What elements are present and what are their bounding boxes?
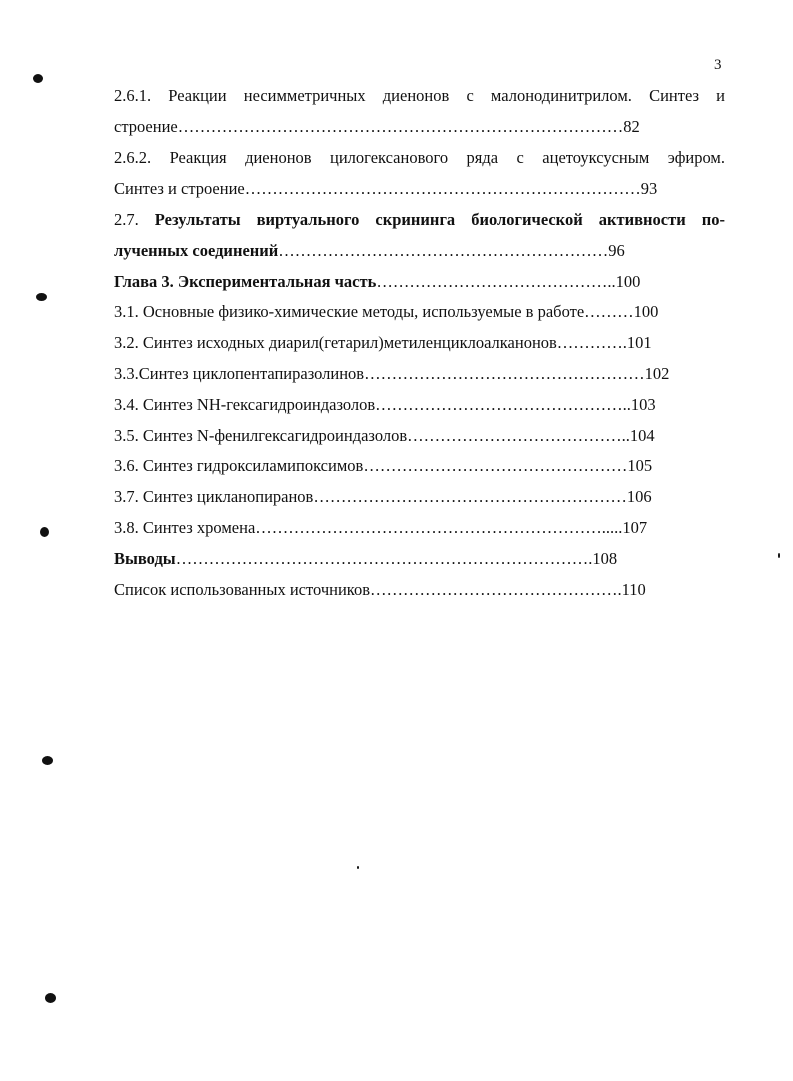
scan-speck bbox=[40, 527, 49, 537]
toc-entry-3-5 bbox=[114, 426, 655, 446]
page-number: 3 bbox=[714, 57, 722, 73]
toc-dots: ……………………………………..100 bbox=[376, 272, 641, 291]
toc-entry-2-6-1-line-1 bbox=[114, 86, 725, 106]
toc-text: 3.1. Основные физико-химические методы, используемые в работе………100 bbox=[114, 302, 659, 321]
toc-entry-3-8 bbox=[114, 518, 647, 538]
toc-text: Список использованных источников……………………………………….110 bbox=[114, 580, 646, 599]
toc-text: 3.6. Синтез гидроксиламипоксимов…………………………………………105 bbox=[114, 456, 653, 475]
toc-entry-3-2 bbox=[114, 333, 652, 353]
toc-text: 2.6.1. Реакции несимметричных диенонов с малонодинитрилом. Синтез и bbox=[114, 86, 725, 105]
scan-speck bbox=[357, 866, 359, 869]
toc-text: 3.5. Синтез N-фенилгексагидроиндазолов…………………………………..104 bbox=[114, 426, 655, 445]
toc-text: 3.2. Синтез исходных диарил(гетарил)метиленциклоалканонов………….101 bbox=[114, 333, 652, 352]
toc-text: 3.7. Синтез цикланопиранов…………………………………………………106 bbox=[114, 487, 652, 506]
scan-speck bbox=[45, 993, 56, 1003]
toc-entry-chapter-3 bbox=[114, 272, 640, 292]
toc-bold-text: Результаты виртуального скрининга биологической активности по- bbox=[154, 210, 726, 229]
toc-entry-3-7 bbox=[114, 487, 652, 507]
scan-speck bbox=[36, 293, 47, 301]
toc-entry-2-7-line-2 bbox=[114, 241, 625, 261]
toc-bold-text: лученных соединений bbox=[114, 241, 279, 260]
toc-entry-3-6 bbox=[114, 456, 652, 476]
toc-entry-conclusions bbox=[114, 549, 617, 569]
toc-bold-text: Глава 3. Экспериментальная часть bbox=[114, 272, 377, 291]
toc-entry-3-4 bbox=[114, 395, 656, 415]
toc-text: 2.6.2. Реакция диенонов цилогексанового ряда с ацетоуксусным эфиром. bbox=[114, 148, 725, 167]
toc-text: Синтез и строение………………………………………………………………93 bbox=[114, 179, 658, 198]
toc-dots: ……………………………………………………96 bbox=[278, 241, 625, 260]
toc-entry-2-6-2-line-1 bbox=[114, 148, 725, 168]
toc-text: 3.8. Синтез хромена……………………………………………………….....107 bbox=[114, 518, 648, 537]
toc-entry-2-7-line-1 bbox=[114, 210, 725, 230]
toc-entry-references bbox=[114, 580, 646, 600]
scan-speck bbox=[33, 74, 43, 83]
toc-entry-3-1 bbox=[114, 302, 658, 322]
toc-entry-2-6-2-line-2 bbox=[114, 179, 657, 199]
toc-number: 2.7. bbox=[114, 210, 155, 229]
scan-speck bbox=[778, 553, 780, 558]
toc-text: 3.3.Синтез циклопентапиразолинов……………………………………………102 bbox=[114, 364, 670, 383]
toc-bold-text: Выводы bbox=[114, 549, 176, 568]
toc-dots: ………………………………………………………………….108 bbox=[175, 549, 618, 568]
scan-speck bbox=[42, 756, 53, 765]
toc-text: 3.4. Синтез NH-гексагидроиндазолов………………………………………..103 bbox=[114, 395, 656, 414]
toc-entry-2-6-1-line-2 bbox=[114, 117, 640, 137]
toc-text: строение………………………………………………………………………82 bbox=[114, 117, 640, 136]
toc-entry-3-3 bbox=[114, 364, 669, 384]
